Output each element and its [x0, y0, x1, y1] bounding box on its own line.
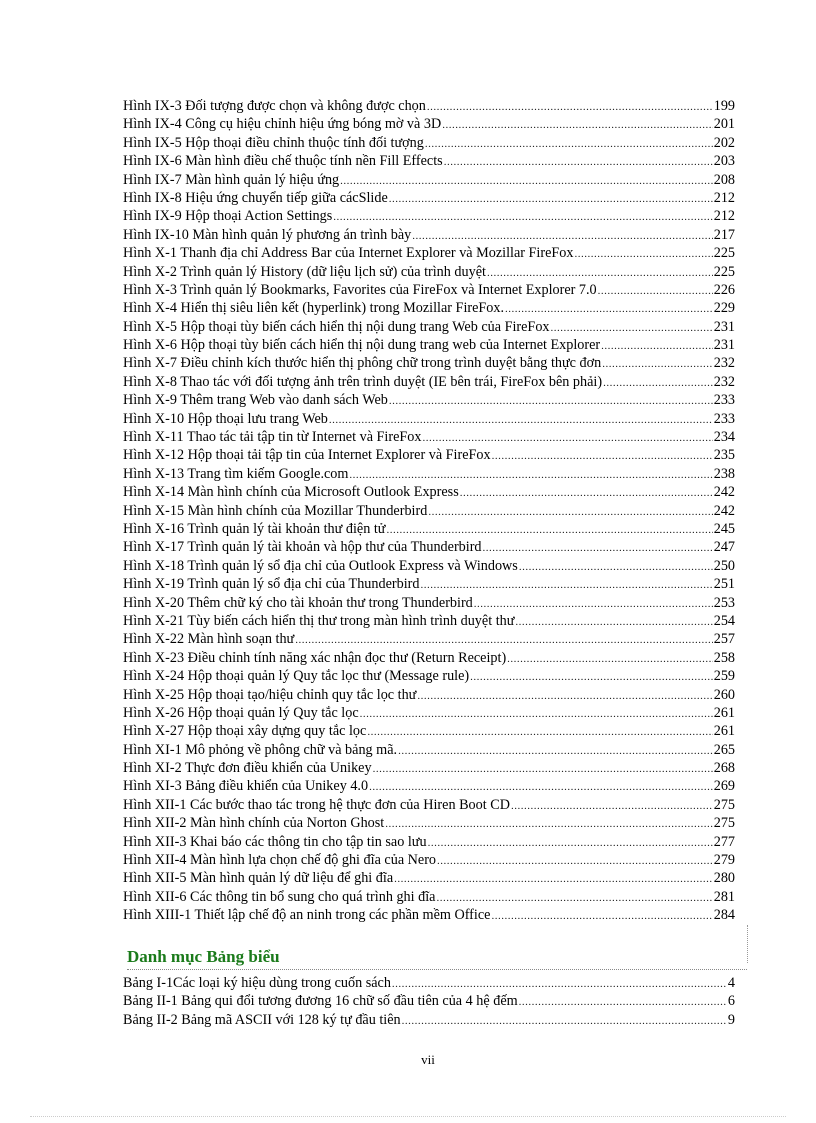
toc-entry[interactable]: [123, 502, 735, 520]
dot-leader: [373, 760, 713, 777]
toc-entry-title: Hình IX-9 Hộp thoại Action Settings: [123, 208, 333, 225]
toc-entry-title: Hình X-18 Trình quản lý sổ địa chỉ của Outlook Express và Windows: [123, 557, 518, 574]
toc-entry-page: 232: [713, 373, 735, 390]
toc-entry-title: Hình XIII-1 Thiết lập chế độ an ninh trong các phần mềm Office: [123, 907, 491, 924]
toc-entry-title: Hình X-5 Hộp thoại tùy biến cách hiển thị nội dung trang Web của FireFox: [123, 318, 550, 335]
dot-leader: [329, 411, 713, 428]
toc-entry-title: Hình IX-3 Đối tượng được chọn và không được chọn: [123, 98, 426, 114]
toc-entry[interactable]: [123, 538, 735, 556]
toc-entry-title: Hình X-15 Màn hình chính của Mozillar Thunderbird: [123, 502, 428, 519]
toc-entry-page: 4: [727, 975, 735, 991]
toc-entry[interactable]: [123, 373, 735, 391]
toc-entry[interactable]: [123, 594, 735, 612]
toc-entry-page: 280: [713, 870, 735, 887]
dot-leader: [491, 907, 712, 924]
toc-entry-title: Hình XII-4 Màn hình lựa chọn chế độ ghi đĩa của Nero: [123, 852, 437, 869]
toc-entry[interactable]: [123, 667, 735, 685]
toc-entry-page: 6: [727, 993, 735, 1010]
toc-entry[interactable]: [123, 777, 735, 795]
dot-leader: [515, 613, 712, 630]
toc-entry[interactable]: [123, 207, 735, 225]
toc-entry-page: 235: [713, 447, 735, 464]
toc-entry[interactable]: [123, 354, 735, 372]
toc-entry[interactable]: [123, 557, 735, 575]
toc-entry-title: Hình X-4 Hiển thị siêu liên kết (hyperlink) trong Mozillar FireFox.: [123, 300, 505, 317]
toc-entry-title: Hình IX-10 Màn hình quản lý phương án trình bày: [123, 226, 412, 243]
toc-entry[interactable]: [123, 171, 735, 189]
toc-entry-page: 275: [713, 796, 735, 813]
toc-entry[interactable]: [123, 814, 735, 832]
toc-entry[interactable]: [123, 575, 735, 593]
toc-entry[interactable]: [123, 686, 735, 704]
toc-entry-title: Hình X-10 Hộp thoại lưu trang Web: [123, 410, 328, 427]
toc-entry-title: Hình X-23 Điều chỉnh tính năng xác nhận đọc thư (Return Receipt): [123, 649, 507, 666]
dot-leader: [428, 834, 713, 851]
toc-entry[interactable]: [123, 759, 735, 777]
toc-entry[interactable]: [123, 226, 735, 244]
toc-entry[interactable]: [123, 741, 735, 759]
toc-entry[interactable]: [123, 189, 735, 207]
toc-entry-page: 265: [713, 741, 735, 758]
toc-entry-page: 199: [713, 98, 735, 114]
tables-section-heading: Danh mục Bảng biểu: [127, 947, 747, 970]
toc-entry-title: Hình X-12 Hộp thoại tải tập tin của Internet Explorer và FireFox: [123, 447, 491, 464]
toc-entry-page: 226: [713, 281, 735, 298]
toc-entry-page: 212: [713, 208, 735, 225]
toc-entry-title: Hình XI-1 Mô phỏng về phông chữ và bảng mã.: [123, 741, 398, 758]
dot-leader: [369, 778, 713, 795]
dot-leader: [389, 392, 713, 409]
toc-entry-page: 261: [713, 723, 735, 740]
dot-leader: [442, 116, 713, 133]
toc-entry-page: 251: [713, 576, 735, 593]
toc-entry-title: Hình X-14 Màn hình chính của Microsoft Outlook Express: [123, 484, 459, 501]
dot-leader: [598, 282, 713, 299]
toc-entry-title: Hình X-6 Hộp thoại tùy biến cách hiển thị nội dung trang web của Internet Explorer: [123, 337, 601, 354]
page-border-bottom: [30, 1116, 786, 1117]
toc-entry[interactable]: [123, 649, 735, 667]
toc-entry-page: 259: [713, 668, 735, 685]
toc-entry-title: Hình X-16 Trình quản lý tài khoản thư điện tử: [123, 520, 386, 537]
page-number: vii: [421, 1052, 435, 1067]
toc-entry[interactable]: [123, 630, 735, 648]
toc-entry[interactable]: [123, 833, 735, 851]
figures-list: [123, 97, 735, 925]
toc-entry-page: 232: [713, 355, 735, 372]
toc-entry[interactable]: [123, 410, 735, 428]
toc-entry-page: 281: [713, 888, 735, 905]
toc-entry-title: Bảng II-2 Bảng mã ASCII với 128 ký tự đầu tiên: [123, 1011, 401, 1028]
toc-entry-page: 9: [727, 1011, 735, 1028]
toc-entry-title: Hình X-21 Tùy biến cách hiển thị thư trong màn hình trình duyệt thư: [123, 612, 515, 629]
toc-entry-page: 268: [713, 760, 735, 777]
dot-leader: [519, 993, 727, 1010]
toc-entry-page: 225: [713, 263, 735, 280]
toc-entry-page: 250: [713, 557, 735, 574]
toc-entry[interactable]: [123, 115, 735, 133]
toc-entry-page: 203: [713, 153, 735, 170]
toc-entry-title: Hình XII-6 Các thông tin bổ sung cho quá trình ghi đĩa: [123, 888, 436, 905]
toc-entry[interactable]: [123, 152, 735, 170]
dot-leader: [505, 300, 713, 317]
toc-entry-title: Hình X-13 Trang tìm kiếm Google.com: [123, 465, 349, 482]
toc-entry[interactable]: [123, 483, 735, 501]
toc-entry[interactable]: [123, 134, 735, 152]
toc-entry-title: Hình IX-6 Màn hình điều chế thuộc tính nền Fill Effects: [123, 153, 443, 170]
toc-entry-title: Hình IX-5 Hộp thoại điều chỉnh thuộc tính đối tượng: [123, 134, 424, 151]
toc-entry-title: Hình X-9 Thêm trang Web vào danh sách Web: [123, 392, 388, 409]
toc-entry-title: Hình XI-3 Bảng điều khiển của Unikey 4.0: [123, 778, 369, 795]
toc-entry[interactable]: [123, 722, 735, 740]
toc-entry-title: Hình X-22 Màn hình soạn thư: [123, 631, 295, 648]
toc-entry-title: Hình IX-8 Hiệu ứng chuyển tiếp giữa cácSlide: [123, 189, 388, 206]
toc-entry-page: 279: [713, 852, 735, 869]
toc-entry[interactable]: [123, 318, 735, 336]
toc-entry-page: 231: [713, 318, 735, 335]
dot-leader: [392, 975, 727, 992]
toc-entry-page: 242: [713, 502, 735, 519]
dot-leader: [349, 466, 712, 483]
toc-entry[interactable]: [123, 428, 735, 446]
toc-entry-title: Hình XII-5 Màn hình quản lý dữ liệu để ghi đĩa: [123, 870, 394, 887]
toc-entry[interactable]: [123, 1011, 735, 1029]
dot-leader: [487, 264, 713, 281]
dot-leader: [470, 668, 713, 685]
toc-entry-title: Hình X-27 Hộp thoại xây dựng quy tắc lọc: [123, 723, 367, 740]
dot-leader: [422, 429, 712, 446]
dot-leader: [444, 153, 713, 170]
toc-entry-title: Hình X-3 Trình quản lý Bookmarks, Favorites của FireFox và Internet Explorer 7.0: [123, 281, 597, 298]
toc-entry[interactable]: [123, 391, 735, 409]
toc-entry-page: 233: [713, 392, 735, 409]
dot-leader: [367, 723, 712, 740]
dot-leader: [574, 245, 712, 262]
dot-leader: [507, 650, 713, 667]
toc-entry-title: Hình XII-3 Khai báo các thông tin cho tập tin sao lưu: [123, 833, 427, 850]
toc-entry-page: 258: [713, 649, 735, 666]
toc-entry[interactable]: [123, 869, 735, 887]
dot-leader: [417, 687, 712, 704]
toc-entry[interactable]: [123, 851, 735, 869]
dot-leader: [551, 319, 713, 336]
toc-entry-title: Hình XII-2 Màn hình chính của Norton Ghost: [123, 815, 385, 832]
toc-entry-title: Bảng II-1 Bảng qui đổi tương đương 16 chữ số đầu tiên của 4 hệ đếm: [123, 993, 518, 1010]
toc-entry-page: 201: [713, 116, 735, 133]
dot-leader: [425, 135, 713, 152]
dot-leader: [360, 705, 713, 722]
toc-entry-page: 275: [713, 815, 735, 832]
toc-entry[interactable]: [123, 796, 735, 814]
toc-entry-title: Hình X-17 Trình quản lý tài khoản và hộp thư của Thunderbird: [123, 539, 482, 556]
toc-entry-title: Hình X-7 Điều chỉnh kích thước hiển thị phông chữ trong trình duyệt bằng thực đơn: [123, 355, 602, 372]
toc-entry[interactable]: [123, 612, 735, 630]
toc-entry-title: Hình IX-7 Màn hình quản lý hiệu ứng: [123, 171, 340, 188]
dot-leader: [412, 227, 712, 244]
toc-entry-title: Hình X-11 Thao tác tải tập tin từ Internet và FireFox: [123, 429, 422, 446]
tables-list: [123, 974, 735, 1029]
toc-entry-title: Hình XI-2 Thực đơn điều khiển của Unikey: [123, 760, 372, 777]
toc-entry-page: 269: [713, 778, 735, 795]
toc-entry-page: 202: [713, 134, 735, 151]
toc-entry-page: 242: [713, 484, 735, 501]
dot-leader: [295, 631, 712, 648]
dot-leader: [602, 355, 713, 372]
toc-entry-page: 208: [713, 171, 735, 188]
toc-entry-title: Hình X-26 Hộp thoại quản lý Quy tắc lọc: [123, 704, 359, 721]
dot-leader: [398, 742, 713, 759]
toc-entry[interactable]: [123, 244, 735, 262]
dot-leader: [389, 190, 713, 207]
toc-entry-page: 284: [713, 907, 735, 924]
toc-entry-page: 261: [713, 704, 735, 721]
toc-entry-page: 229: [713, 300, 735, 317]
dot-leader: [333, 208, 712, 225]
toc-entry-page: 233: [713, 410, 735, 427]
toc-entry-page: 234: [713, 429, 735, 446]
dot-leader: [483, 539, 713, 556]
dot-leader: [437, 852, 713, 869]
toc-entry[interactable]: [123, 906, 735, 924]
dot-leader: [428, 503, 712, 520]
toc-entry[interactable]: [123, 263, 735, 281]
toc-entry[interactable]: [123, 465, 735, 483]
dot-leader: [427, 98, 713, 115]
dot-leader: [340, 172, 713, 189]
toc-entry[interactable]: [123, 888, 735, 906]
toc-entry-page: 212: [713, 189, 735, 206]
toc-entry-title: Hình XII-1 Các bước thao tác trong hệ thực đơn của Hiren Boot CD: [123, 796, 510, 813]
toc-entry-title: Hình X-20 Thêm chữ ký cho tài khoản thư trong Thunderbird: [123, 594, 473, 611]
dot-leader: [402, 1012, 727, 1029]
dot-leader: [386, 521, 712, 538]
toc-entry[interactable]: [123, 974, 735, 992]
dot-leader: [601, 337, 713, 354]
toc-entry-title: Hình IX-4 Công cụ hiệu chỉnh hiệu ứng bóng mờ và 3D: [123, 116, 442, 133]
dot-leader: [603, 374, 713, 391]
toc-entry[interactable]: [123, 299, 735, 317]
toc-entry-page: 245: [713, 520, 735, 537]
toc-entry-title: Hình X-8 Thao tác với đối tượng ảnh trên trình duyệt (IE bên trái, FireFox bên phải): [123, 373, 603, 390]
toc-entry-page: 231: [713, 337, 735, 354]
toc-entry-title: Hình X-25 Hộp thoại tạo/hiệu chỉnh quy tắc lọc thư: [123, 686, 417, 703]
toc-entry[interactable]: [123, 520, 735, 538]
toc-entry-page: 238: [713, 465, 735, 482]
toc-entry-page: 253: [713, 594, 735, 611]
toc-entry[interactable]: [123, 992, 735, 1010]
toc-entry-page: 254: [713, 612, 735, 629]
toc-entry-page: 247: [713, 539, 735, 556]
toc-entry[interactable]: [123, 336, 735, 354]
dot-leader: [436, 889, 712, 906]
dot-leader: [474, 595, 713, 612]
toc-entry-title: Hình X-24 Hộp thoại quản lý Quy tắc lọc thư (Message rule): [123, 668, 470, 685]
toc-entry-page: 277: [713, 833, 735, 850]
page-border-right: [747, 925, 748, 963]
toc-entry-page: 225: [713, 245, 735, 262]
toc-entry-page: 257: [713, 631, 735, 648]
dot-leader: [460, 484, 713, 501]
dot-leader: [385, 815, 712, 832]
dot-leader: [511, 797, 713, 814]
dot-leader: [519, 558, 713, 575]
toc-entry-page: 260: [713, 686, 735, 703]
toc-entry-title: Hình X-2 Trình quản lý History (dữ liệu lịch sử) của trình duyệt: [123, 263, 486, 280]
toc-entry-title: Hình X-1 Thanh địa chỉ Address Bar của Internet Explorer và Mozillar FireFox: [123, 245, 574, 262]
toc-entry[interactable]: [123, 281, 735, 299]
toc-entry-title: Bảng I-1Các loại ký hiệu dùng trong cuốn sách: [123, 975, 391, 991]
toc-entry[interactable]: [123, 97, 735, 115]
dot-leader: [492, 447, 713, 464]
toc-entry-title: Hình X-19 Trình quản lý sổ địa chỉ của Thunderbird: [123, 576, 420, 593]
toc-entry[interactable]: [123, 704, 735, 722]
dot-leader: [394, 870, 713, 887]
toc-entry-page: 217: [713, 226, 735, 243]
dot-leader: [420, 576, 712, 593]
toc-entry[interactable]: [123, 446, 735, 464]
